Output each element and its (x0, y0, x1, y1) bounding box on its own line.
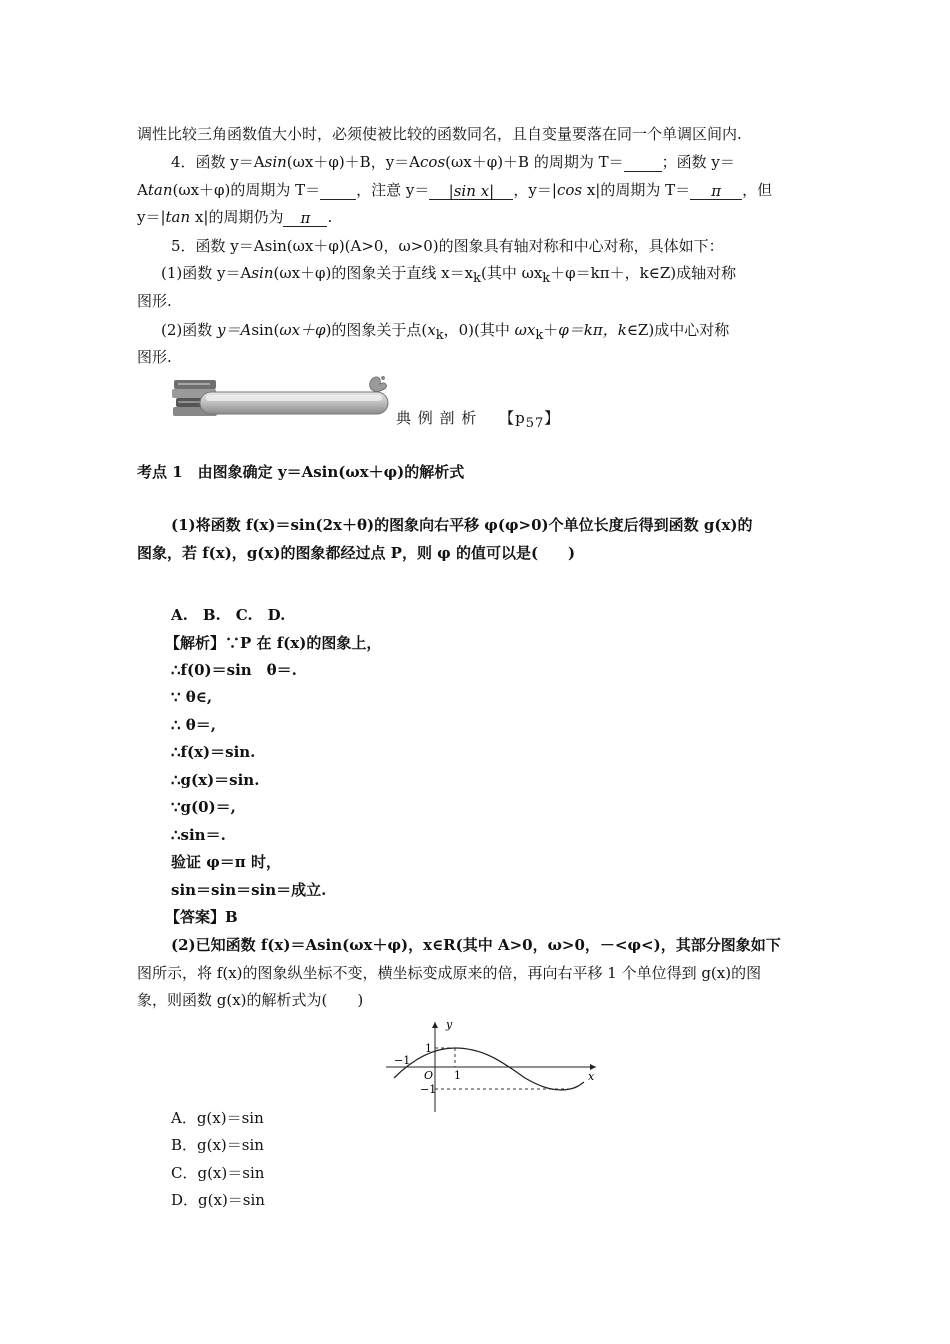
text: tan (147, 181, 173, 199)
text: ∈Z)成中心对称 (626, 321, 730, 339)
q2-line2: 图所示，将 f(x)的图象纵坐标不变，横坐标变成原来的倍，再向右平移 1 个单位得到 g(x)的图 (137, 964, 762, 982)
q1-sol-2: ∵ θ∈, (171, 688, 213, 706)
text: . (327, 208, 333, 226)
para5-2-line1 (161, 320, 729, 346)
text: (2)函数 (161, 321, 218, 339)
q1-answer: 【答案】B (165, 908, 238, 926)
text: φ＝kπ， (558, 321, 618, 339)
text: ；函数 y＝ (661, 153, 735, 171)
text: ，y＝| (513, 181, 557, 199)
text: (其中 ωx (480, 264, 543, 282)
para5: 5．函数 y＝Asin(ωx＋φ)(A>0，ω>0)的图象具有轴对称和中心对称，具体如下： (171, 237, 724, 255)
text: ，0)(其中 (443, 321, 515, 339)
q1-line2: 图象，若 f(x)，g(x)的图象都经过点 P，则 φ 的值可以是( ) (137, 544, 576, 562)
text: y＝A (217, 321, 252, 339)
q1-sol-4: ∴f(x)＝sin. (171, 743, 256, 761)
q2-line1: (2)已知函数 f(x)＝Asin(ωx＋φ)，x∈R(其中 A>0，ω>0，－<φ<)，其部分图象如下 (171, 936, 781, 954)
q2-line3: 象，则函数 g(x)的解析式为( ) (137, 991, 364, 1009)
text: tan (165, 208, 191, 226)
text: k (617, 321, 627, 339)
para5-1-line1 (161, 263, 736, 289)
subscript: 57 (525, 416, 545, 431)
q2-option-c: C．g(x)＝sin (171, 1164, 265, 1182)
q2-option-a: A．g(x)＝sin (171, 1109, 264, 1127)
text: A (137, 181, 148, 199)
subscript: k (473, 271, 481, 286)
text: cos (420, 153, 446, 171)
leaf-icon (370, 376, 387, 392)
text: sin( (251, 321, 280, 339)
q1-line1: (1)将函数 f(x)＝sin(2x＋θ)的图象向右平移 φ(φ>0)个单位长度后得到函数 g(x)的 (171, 516, 753, 534)
blank (624, 153, 662, 172)
text: x|的周期为 T＝ (582, 181, 691, 199)
text: ωx＋φ (279, 321, 326, 339)
intro-line1: 调性比较三角函数值大小时，必须使被比较的函数同名，且自变量要落在同一个单调区间内. (137, 125, 742, 143)
blank (320, 181, 356, 200)
para4-line2 (137, 180, 772, 200)
text: ，注意 y＝ (356, 181, 430, 199)
text: )的图象关于点( (325, 321, 428, 339)
q1-sol-0: 【解析】∵P 在 f(x)的图象上， (165, 634, 382, 652)
x-label: x (588, 1070, 595, 1083)
text: x (427, 321, 436, 339)
tick-x-neg1: −1 (394, 1054, 411, 1067)
para4-line3 (137, 207, 332, 227)
q1-sol-8: 验证 φ＝π 时， (171, 853, 281, 871)
subscript: k (535, 328, 544, 343)
blank-pi: π (690, 181, 742, 200)
para5-2-line2: 图形. (137, 348, 172, 366)
subscript: k (542, 271, 551, 286)
banner-title (396, 408, 560, 434)
q2-option-b: B．g(x)＝sin (171, 1136, 264, 1154)
text: y＝| (137, 208, 166, 226)
q1-sol-9: sin＝sin＝sin＝成立. (171, 881, 327, 899)
text: ＋ (543, 321, 559, 339)
q1-options: A. B. C. D. (171, 606, 286, 624)
text: ＋φ＝kπ＋，k∈Z)成轴对称 (550, 264, 737, 282)
text: ，但 (742, 181, 773, 199)
y-label: y (446, 1018, 453, 1031)
text: (ωx＋φ)的图象关于直线 x＝x (273, 264, 474, 282)
text: ωx (514, 321, 536, 339)
text: x|的周期仍为 (190, 208, 284, 226)
text: 4．函数 y＝A (171, 153, 265, 171)
tick-y-neg1: −1 (420, 1083, 437, 1096)
blank-pi2: π (283, 208, 327, 227)
tick-y-1: 1 (425, 1042, 432, 1055)
text: (ωx＋φ)＋B，y＝A (286, 153, 421, 171)
text: (ωx＋φ)＋B 的周期为 T＝ (445, 153, 624, 171)
blank-sin: |sin x| (429, 181, 513, 200)
q1-sol-3: ∴ θ＝, (171, 716, 216, 734)
para4-line1 (171, 152, 735, 172)
origin-label: O (424, 1069, 434, 1082)
q1-sol-6: ∵g(0)＝, (171, 798, 236, 816)
q1-sol-7: ∴sin＝. (171, 826, 226, 844)
q2-option-d: D．g(x)＝sin (171, 1191, 265, 1209)
subscript: k (435, 328, 444, 343)
text: cos (556, 181, 583, 199)
text: (ωx＋φ)的周期为 T＝ (172, 181, 321, 199)
text: sin (251, 264, 274, 282)
text: 典 例 剖 析 (396, 409, 478, 427)
tick-x-1: 1 (454, 1069, 461, 1082)
text: sin (264, 153, 287, 171)
function-graph (380, 1012, 610, 1116)
q1-sol-5: ∴g(x)＝sin. (171, 771, 260, 789)
para5-1-line2: 图形. (137, 292, 172, 310)
text: 】 (544, 409, 561, 427)
text: 【p (499, 409, 526, 427)
q1-sol-1: ∴f(0)＝sin θ＝. (171, 661, 297, 679)
section-heading: 考点 1 由图象确定 y＝Asin(ωx＋φ)的解析式 (137, 463, 465, 481)
text: (1)函数 y＝A (161, 264, 252, 282)
